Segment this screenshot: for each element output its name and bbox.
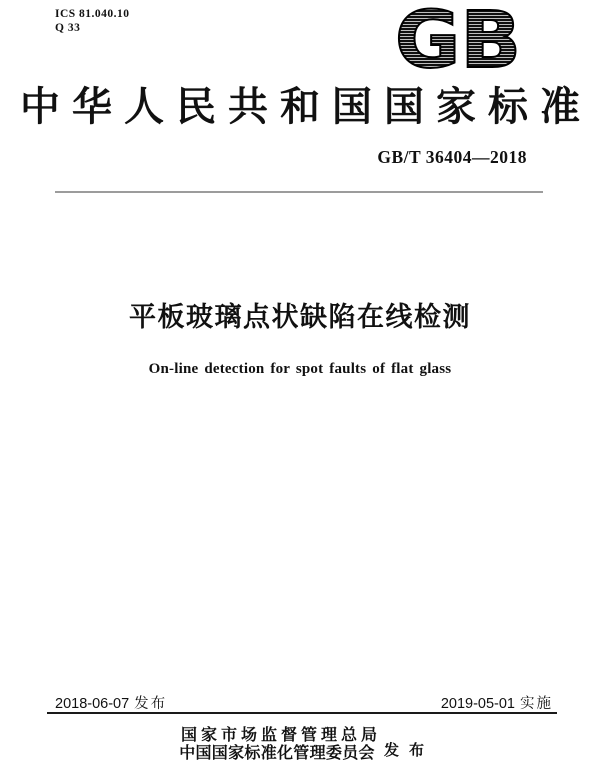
issue-date-label: 发布 [134, 696, 168, 712]
national-standard-banner: 中华人民共和国国家标准 [20, 84, 592, 129]
ics-classification [55, 8, 130, 35]
implementation-date [441, 692, 553, 713]
gb-logo-graphic [392, 4, 524, 72]
issuer-line-2: 中国国家标准化管理委员会 [179, 744, 375, 762]
issue-date [55, 692, 167, 713]
document-title-zh: 平板玻璃点状缺陷在线检测 [129, 302, 471, 332]
implementation-date-value: 2019-05-01 [440, 696, 515, 712]
document-title-en: On-line detection for spot faults of flat glass [148, 361, 452, 377]
header-divider-line [55, 191, 543, 193]
ics-category-code: Q 33 [55, 21, 81, 34]
standard-number: GB/T 36404—2018 [377, 147, 527, 167]
implementation-date-label: 实施 [520, 696, 553, 712]
gb-logo [392, 4, 524, 72]
issue-date-value: 2018-06-07 [55, 696, 130, 712]
gb-logo-text: GB [395, 4, 521, 72]
footer-divider-line [47, 712, 557, 714]
issuer-line-1: 国家市场监督管理总局 [181, 727, 382, 744]
publish-label: 发布 [384, 743, 435, 759]
date-row [55, 692, 553, 713]
issuing-authorities [177, 727, 382, 762]
ics-code: ICS 81.040.10 [55, 8, 130, 20]
